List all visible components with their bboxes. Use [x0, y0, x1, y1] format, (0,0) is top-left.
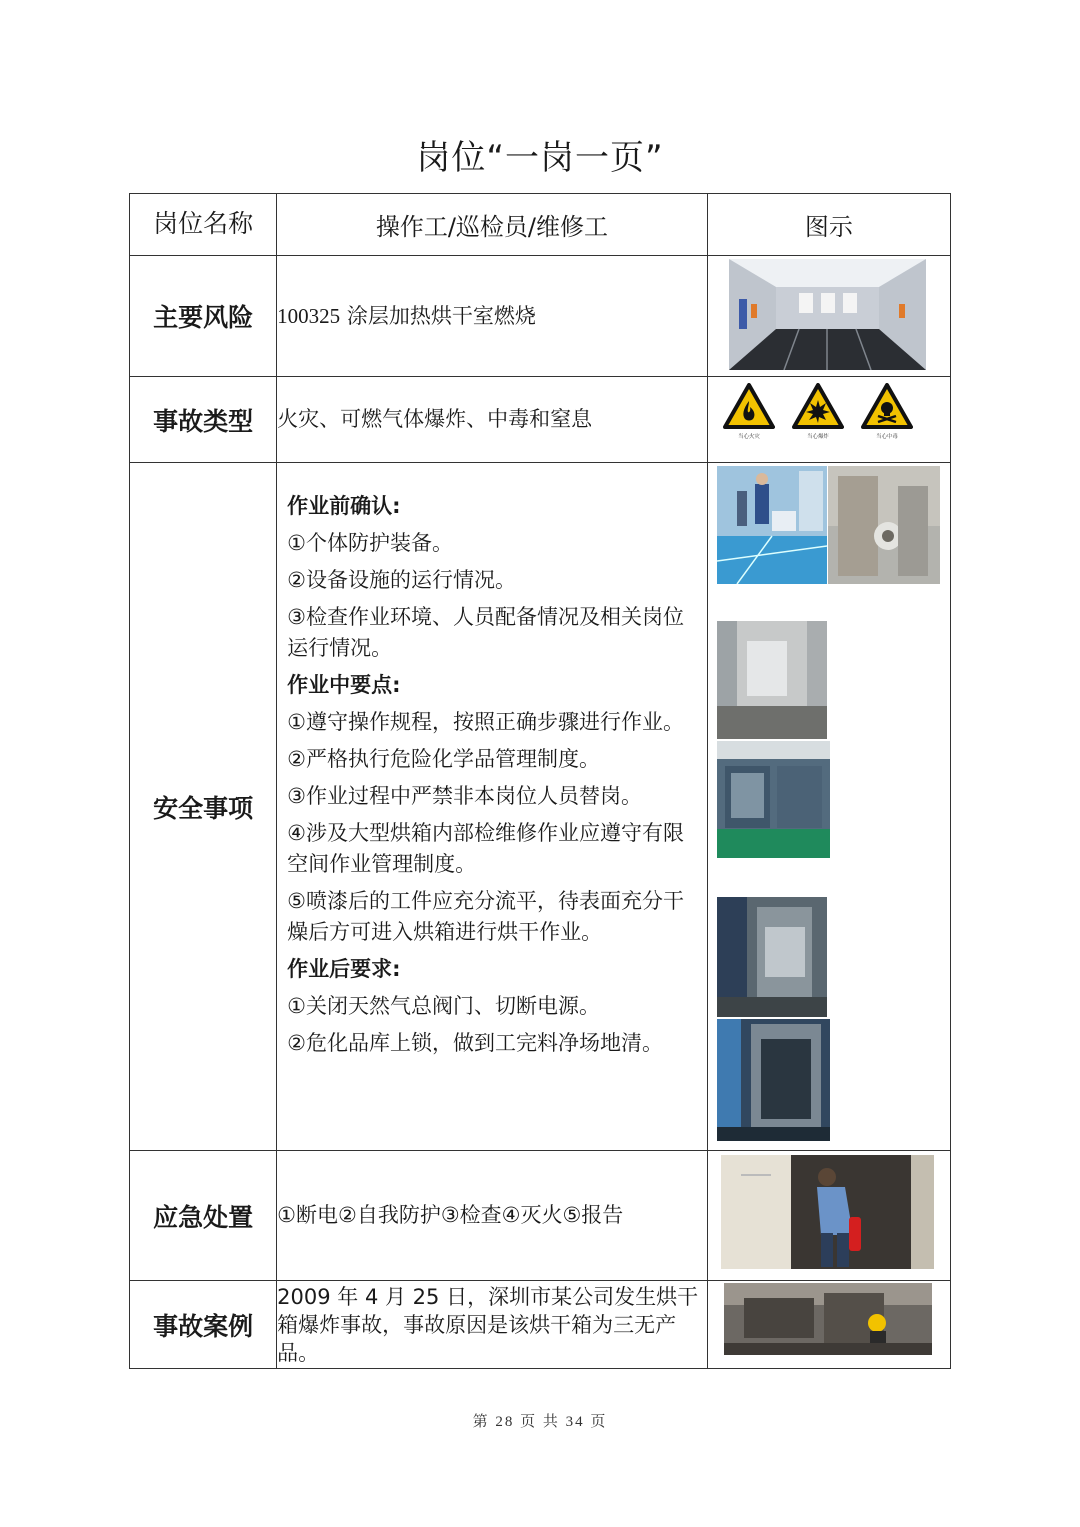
during-item: ③作业过程中严禁非本岗位人员替岗。 [287, 784, 642, 808]
header-row [130, 194, 951, 256]
case-row [130, 1281, 951, 1369]
poison-warning-icon [861, 383, 913, 429]
explosion-warning-caption: 当心爆炸 [806, 433, 829, 440]
warning-signs-cell [707, 377, 950, 463]
safety-row [130, 463, 951, 1151]
during-item: ①遵守操作规程，按照正确步骤进行作业。 [287, 710, 684, 734]
fire-warning-sign [720, 383, 778, 441]
before-item: ③检查作业环境、人员配备情况及相关岗位运行情况。 [287, 605, 684, 660]
poison-warning-sign [858, 383, 916, 441]
fire-warning-caption: 当心火灾 [737, 433, 760, 440]
safety-instructions [277, 463, 707, 1059]
safety-label: 安全事项 [130, 463, 277, 1151]
case-label: 事故案例 [130, 1281, 277, 1369]
before-item: ①个体防护装备。 [287, 531, 453, 555]
risk-text-cell [277, 256, 708, 377]
safety-text-cell [277, 463, 708, 1151]
oven-line-photo [717, 741, 830, 858]
explosion-warning-sign [789, 383, 847, 441]
page-footer: 第 28 页 共 34 页 [472, 1414, 608, 1430]
fire-warning-icon [723, 383, 775, 429]
emergency-row [130, 1151, 951, 1281]
emergency-label: 应急处置 [130, 1151, 277, 1281]
risk-row [130, 256, 951, 377]
job-safety-table [129, 193, 951, 1369]
before-work-title: 作业前确认: [287, 494, 401, 518]
accident-type-row [130, 377, 951, 463]
case-photo-cell [707, 1281, 950, 1369]
header-illustration-label: 图示 [707, 194, 950, 256]
burner-closeup-photo [828, 466, 940, 584]
page-title: 岗位“一岗一页” [416, 138, 664, 178]
after-work-title: 作业后要求: [287, 957, 401, 981]
during-item: ②严格执行危险化学品管理制度。 [287, 747, 600, 771]
accident-type-label: 事故类型 [130, 377, 277, 463]
during-work-title: 作业中要点: [287, 673, 401, 697]
fire-extinguisher-photo [721, 1155, 934, 1269]
after-item: ①关闭天然气总阀门、切断电源。 [287, 994, 600, 1018]
during-item: ⑤喷漆后的工件应充分流平，待表面充分干燥后方可进入烘箱进行烘干作业。 [287, 889, 684, 944]
explosion-aftermath-photo [724, 1283, 932, 1355]
header-job-roles: 操作工/巡检员/维修工 [277, 194, 708, 256]
workers-in-booth-photo [717, 466, 827, 584]
oven-interior-photo [717, 621, 827, 739]
header-job-name-label: 岗位名称 [130, 194, 277, 256]
emergency-text: ①断电②自我防护③检查④灭火⑤报告 [277, 1151, 708, 1281]
risk-photo-cell [707, 256, 950, 377]
oven-door-photo [717, 1019, 830, 1141]
poison-warning-caption: 当心中毒 [875, 433, 898, 440]
accident-type-text: 火灾、可燃气体爆炸、中毒和窒息 [277, 377, 708, 463]
explosion-warning-icon [792, 383, 844, 429]
risk-label: 主要风险 [130, 256, 277, 377]
paint-booth-photo [729, 259, 926, 370]
risk-code: 100325 [277, 303, 341, 328]
ductwork-photo [717, 897, 827, 1017]
risk-description: 涂层加热烘干室燃烧 [346, 303, 536, 328]
emergency-photo-cell [707, 1151, 950, 1281]
during-item: ④涉及大型烘箱内部检维修作业应遵守有限空间作业管理制度。 [287, 821, 684, 876]
safety-photos-cell [707, 463, 950, 1151]
before-item: ②设备设施的运行情况。 [287, 568, 516, 592]
case-text: 2009 年 4 月 25 日，深圳市某公司发生烘干箱爆炸事故，事故原因是该烘干箱为三无产品。 [277, 1281, 708, 1369]
after-item: ②危化品库上锁，做到工完料净场地清。 [287, 1031, 663, 1055]
